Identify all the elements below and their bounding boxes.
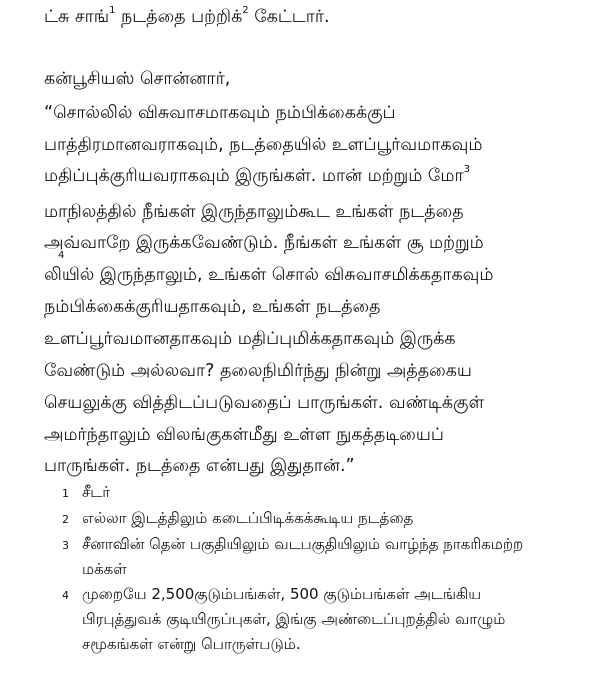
footnotes-section — [62, 480, 592, 657]
quote-line-8: உளப்பூர்வமானதாகவும் மதிப்புமிக்கதாகவும் இருக்க — [44, 329, 456, 349]
intro-text-b: நடத்தை பற்றிக் — [115, 7, 243, 27]
quote-line-6: 4 லியில் இருந்தாலும், உங்கள் சொல் விசுவாசமிக்கதாகவும் — [44, 250, 494, 285]
intro-line — [44, 4, 330, 30]
quote-line-9: வேண்டும் அல்லவா? தலைநிமிர்ந்து நின்று அத்தகைய — [44, 361, 472, 381]
footnote-text: எல்லா இடத்திலும் கடைப்பிடிக்கக்கூடிய நடத்தை — [82, 509, 414, 527]
quote-line-12: பாருங்கள். நடத்தை என்பது இதுதான்.” — [44, 456, 355, 476]
intro-text-a: ட்சு சாங் — [44, 7, 110, 27]
quote-line-2: பாத்திரமானவராகவும், நடத்தையில் உளப்பூர்வமாகவும் — [44, 135, 483, 155]
footnote-1 — [62, 480, 592, 506]
footnote-text: முறையே 2,500குடும்பங்கள், 500 குடும்பங்கள் அடங்கிய — [82, 585, 482, 603]
quote-line-1: “சொல்லில் விசுவாசமாகவும் நம்பிக்கைக்குப் — [44, 103, 396, 123]
quote-line-7: நம்பிக்கைக்குரியதாகவும், உங்கள் நடத்தை — [44, 297, 381, 317]
footnote-number: 3 — [62, 539, 69, 552]
footnote-4 — [62, 582, 592, 657]
footnote-2 — [62, 506, 592, 532]
footnote-ref-1: 1 — [109, 5, 116, 16]
quote-line-3-text: மதிப்புக்குரியவராகவும் இருங்கள். மான் மற்றும் மோ — [44, 166, 464, 186]
quote-line-4: மாநிலத்தில் நீங்கள் இருந்தாலும்கூட உங்கள் நடத்தை — [44, 202, 464, 222]
footnote-number: 2 — [62, 513, 69, 526]
speaker-line: கன்பூசியஸ் சொன்னார், — [44, 69, 231, 89]
intro-text-c: கேட்டார். — [248, 7, 330, 27]
footnote-3 — [62, 532, 592, 582]
quote-line-5: அவ்வாறே இருக்கவேண்டும். நீங்கள் உங்கள் சூ மற்றும் — [44, 233, 484, 253]
footnote-text: சீடர் — [82, 483, 111, 501]
quote-line-3 — [44, 163, 470, 189]
quote-line-6-text: லியில் இருந்தாலும், உங்கள் சொல் விசுவாசமிக்கதாகவும் — [44, 265, 494, 285]
footnote-text: மக்கள் — [82, 560, 127, 578]
footnote-text: சீனாவின் தென் பகுதியிலும் வடபகுதியிலும் வாழ்ந்த நாகரிகமற்ற — [82, 535, 524, 553]
footnote-ref-3: 3 — [463, 164, 470, 175]
footnote-number: 4 — [62, 589, 69, 602]
footnote-text: சமூகங்கள் என்று பொருள்படும். — [82, 635, 301, 653]
footnote-ref-2: 2 — [242, 5, 249, 16]
footnote-text: பிரபுத்துவக் குடியிருப்புகள், இங்கு அண்டைப்புறத்தில் வாழும் — [82, 610, 506, 628]
quote-line-10: செயலுக்கு வித்திடப்படுவதைப் பாருங்கள். வண்டிக்குள் — [44, 393, 485, 413]
quote-line-11: அமர்ந்தாலும் விலங்குகள்மீது உள்ள நுகத்தடியைப் — [44, 425, 444, 445]
footnote-number: 1 — [62, 487, 69, 500]
